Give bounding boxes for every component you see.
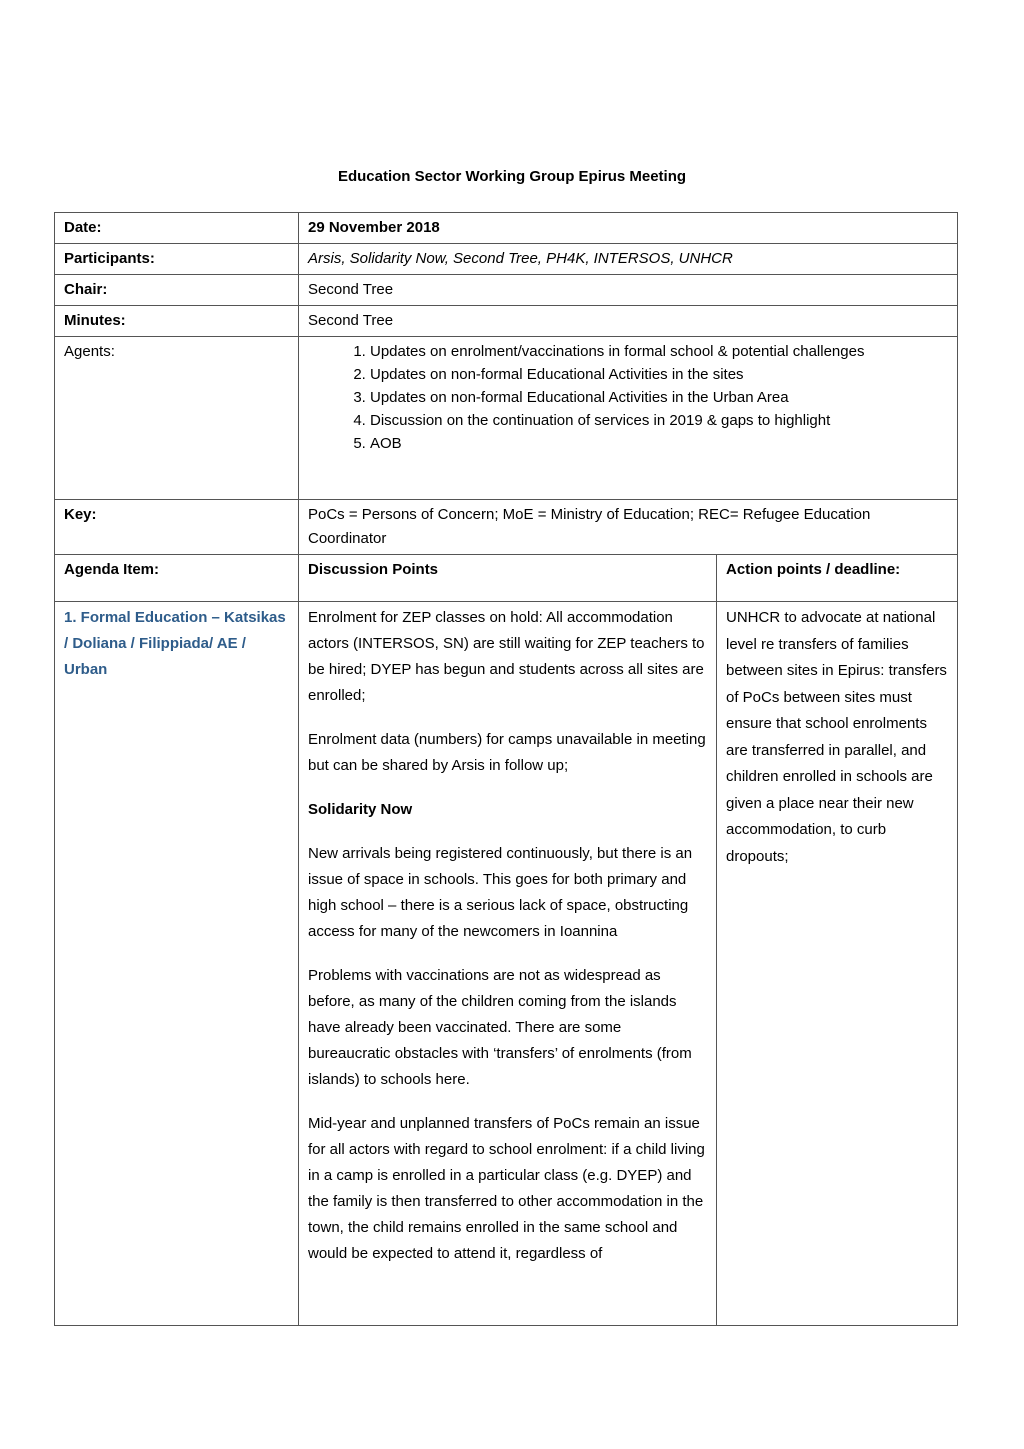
page-title: Education Sector Working Group Epirus Meeting	[337, 168, 687, 185]
agents-list-item: 4. Discussion on the continuation of services in 2019 & gaps to highlight	[370, 409, 948, 432]
discussion-paragraph: Enrolment for ZEP classes on hold: All accommodation actors (INTERSOS, SN) are still waiting for ZEP teachers to be hired; DYEP has begun and students across all sites are enrolled;	[308, 609, 705, 704]
meeting-minutes-table	[54, 212, 958, 1326]
chair-label: Chair:	[55, 275, 299, 306]
discussion-subheading: Solidarity Now	[308, 801, 413, 818]
discussion-points-cell	[299, 602, 717, 1326]
agents-list-item: 5. AOB	[370, 432, 948, 455]
agents-list-item: 3. Updates on non-formal Educational Activities in the Urban Area	[370, 386, 948, 409]
discussion-paragraph: Enrolment data (numbers) for camps unavailable in meeting but can be shared by Arsis in follow up;	[308, 731, 706, 774]
minutes-value: Second Tree	[299, 306, 958, 337]
agents-list-item: 2. Updates on non-formal Educational Activities in the sites	[370, 363, 948, 386]
key-row	[55, 500, 958, 555]
action-points-text: UNHCR to advocate at national level re transfers of families between sites in Epirus: transfers of PoCs between sites must ensure that school enrolments are transferred in parallel, and children enrolled in schools are given a place near their new accommodation, to curb dropouts;	[726, 609, 947, 865]
action-points-header: Action points / deadline:	[717, 555, 958, 602]
discussion-paragraph: New arrivals being registered continuously, but there is an issue of space in schools. This goes for both primary and high school – there is a serious lack of space, obstructing access for many of the newcomers in Ioannina	[308, 845, 693, 940]
participants-row	[55, 244, 958, 275]
action-points-cell	[717, 602, 958, 1326]
date-row	[55, 213, 958, 244]
date-label: Date:	[55, 213, 299, 244]
minutes-row	[55, 306, 958, 337]
agenda-item-header: Agenda Item:	[55, 555, 299, 602]
participants-label: Participants:	[55, 244, 299, 275]
agenda-item-title: 1. Formal Education – Katsikas / Doliana / Filippiada/ AE / Urban	[64, 609, 286, 678]
discussion-paragraph: Mid-year and unplanned transfers of PoCs remain an issue for all actors with regard to school enrolment: if a child living in a camp is enrolled in a particular class (e.g. DYEP) and the family is then transferred to other accommodation in the town, the child remains enrolled in the same school and would be expected to attend it, regardless of	[308, 1115, 705, 1262]
chair-row	[55, 275, 958, 306]
chair-value: Second Tree	[299, 275, 958, 306]
minutes-label: Minutes:	[55, 306, 299, 337]
agents-label: Agents:	[55, 337, 299, 500]
key-label: Key:	[55, 500, 299, 555]
discussion-points-header: Discussion Points	[299, 555, 717, 602]
agents-list-item: 1. Updates on enrolment/vaccinations in formal school & potential challenges	[370, 340, 948, 363]
agenda-row	[55, 602, 958, 1326]
date-value: 29 November 2018	[299, 213, 958, 244]
participants-value: Arsis, Solidarity Now, Second Tree, PH4K, INTERSOS, UNHCR	[299, 244, 958, 275]
agents-list	[308, 340, 948, 455]
agents-row	[55, 337, 958, 500]
agents-cell	[299, 337, 958, 500]
agenda-item-cell	[55, 602, 299, 1326]
discussion-paragraph: Problems with vaccinations are not as widespread as before, as many of the children coming from the islands have already been vaccinated. There are some bureaucratic obstacles with ‘transfers’ of enrolments (from islands) to schools here.	[308, 967, 692, 1088]
key-value: PoCs = Persons of Concern; MoE = Ministry of Education; REC= Refugee Education Coordinator	[299, 500, 958, 555]
agenda-header-row	[55, 555, 958, 602]
